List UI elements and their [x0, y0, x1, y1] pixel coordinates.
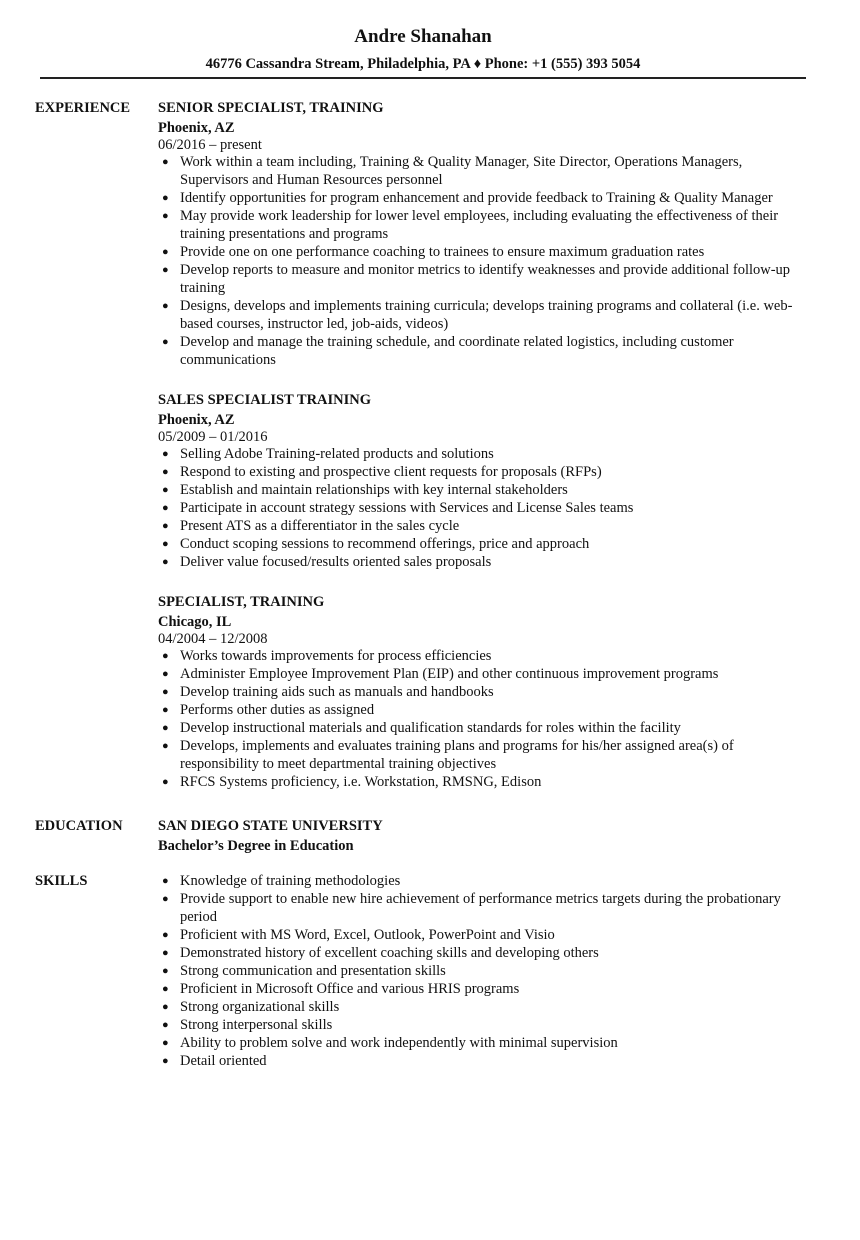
bullet-icon: ● [162, 484, 169, 496]
bullet-icon: ● [162, 983, 169, 995]
skill-text: Knowledge of training methodologies [180, 873, 401, 889]
skill-item [158, 962, 808, 980]
job-bullet-item [158, 153, 808, 189]
section-title-education: EDUCATION [35, 818, 123, 834]
bullet-icon: ● [162, 1019, 169, 1031]
skill-item [158, 1034, 808, 1052]
job-bullet-text: Conduct scoping sessions to recommend offerings, price and approach [180, 536, 590, 552]
job-bullet-text: Provide one on one performance coaching to trainees to ensure maximum graduation rates [180, 244, 705, 260]
bullet-icon: ● [162, 740, 169, 752]
job-bullet-item [158, 189, 808, 207]
job-bullets [158, 445, 808, 571]
bullet-icon: ● [162, 965, 169, 977]
skill-item [158, 872, 808, 890]
job-bullet-item [158, 647, 808, 665]
job-bullet-item [158, 333, 808, 369]
job-bullet-text: RFCS Systems proficiency, i.e. Workstation, RMSNG, Edison [180, 774, 542, 790]
job-bullet-item [158, 683, 808, 701]
job-bullet-text: Deliver value focused/results oriented sales proposals [180, 554, 492, 570]
skill-item [158, 890, 808, 926]
skill-text: Proficient in Microsoft Office and various HRIS programs [180, 981, 520, 997]
candidate-name: Andre Shanahan [354, 26, 492, 47]
bullet-icon: ● [162, 650, 169, 662]
job-dates: 05/2009 – 01/2016 [158, 429, 268, 445]
job-bullet-text: Develops, implements and evaluates training plans and programs for his/her assigned area(s) of responsibility to meet departmental training objectives [180, 738, 734, 772]
bullet-icon: ● [162, 210, 169, 222]
job-bullet-item [158, 665, 808, 683]
education-entry [158, 817, 808, 855]
bullet-icon: ● [162, 192, 169, 204]
job-title: SENIOR SPECIALIST, TRAINING [158, 100, 384, 116]
job-bullet-text: Establish and maintain relationships with key internal stakeholders [180, 482, 568, 498]
job-bullet-text: Designs, develops and implements training curricula; develops training programs and collateral (i.e. web-based courses, instructor led, job-aids, videos) [180, 298, 793, 332]
job-bullet-text: Present ATS as a differentiator in the sales cycle [180, 518, 460, 534]
job-bullet-item [158, 445, 808, 463]
bullet-icon: ● [162, 1037, 169, 1049]
bullet-icon: ● [162, 448, 169, 460]
bullet-icon: ● [162, 556, 169, 568]
skill-item [158, 998, 808, 1016]
job-bullet-item [158, 719, 808, 737]
job-bullet-text: Selling Adobe Training-related products and solutions [180, 446, 494, 462]
job-bullet-item [158, 701, 808, 719]
skill-item [158, 1016, 808, 1034]
job-bullet-item [158, 481, 808, 499]
bullet-icon: ● [162, 776, 169, 788]
skills-body [158, 872, 808, 1070]
job-bullet-text: Administer Employee Improvement Plan (EIP) and other continuous improvement programs [180, 666, 719, 682]
bullet-icon: ● [162, 686, 169, 698]
skill-text: Detail oriented [180, 1053, 267, 1069]
skill-text: Ability to problem solve and work independently with minimal supervision [180, 1035, 618, 1051]
section-title-skills: SKILLS [35, 873, 88, 889]
skill-item [158, 980, 808, 998]
bullet-icon: ● [162, 929, 169, 941]
job-bullet-item [158, 517, 808, 535]
skill-item [158, 926, 808, 944]
job-location: Phoenix, AZ [158, 120, 235, 136]
job-location: Phoenix, AZ [158, 412, 235, 428]
bullet-icon: ● [162, 466, 169, 478]
skill-text: Strong communication and presentation skills [180, 963, 446, 979]
bullet-icon: ● [162, 668, 169, 680]
bullet-icon: ● [162, 893, 169, 905]
header-divider [40, 77, 806, 79]
job-title: SPECIALIST, TRAINING [158, 594, 325, 610]
bullet-icon: ● [162, 1001, 169, 1013]
job-entry [158, 391, 808, 571]
bullet-icon: ● [162, 156, 169, 168]
job-bullet-item [158, 499, 808, 517]
bullet-icon: ● [162, 300, 169, 312]
bullet-icon: ● [162, 704, 169, 716]
bullet-icon: ● [162, 1055, 169, 1067]
job-bullet-item [158, 261, 808, 297]
job-bullet-text: Respond to existing and prospective client requests for proposals (RFPs) [180, 464, 602, 480]
job-bullet-item [158, 737, 808, 773]
bullet-icon: ● [162, 336, 169, 348]
job-dates: 06/2016 – present [158, 137, 262, 153]
skill-text: Provide support to enable new hire achievement of performance metrics targets during the probationary period [180, 891, 781, 925]
bullet-icon: ● [162, 538, 169, 550]
skills-list [158, 872, 808, 1070]
job-bullet-item [158, 243, 808, 261]
job-bullet-text: Work within a team including, Training & Quality Manager, Site Director, Operations Managers, Supervisors and Human Resources personnel [180, 154, 743, 188]
degree-name: Bachelor’s Degree in Education [158, 838, 354, 854]
skill-text: Demonstrated history of excellent coaching skills and developing others [180, 945, 599, 961]
job-bullet-text: May provide work leadership for lower level employees, including evaluating the effectiveness of their training presentations and programs [180, 208, 779, 242]
job-bullet-text: Participate in account strategy sessions with Services and License Sales teams [180, 500, 634, 516]
job-entry [158, 593, 808, 791]
skill-text: Strong organizational skills [180, 999, 340, 1015]
bullet-icon: ● [162, 264, 169, 276]
job-bullets [158, 153, 808, 369]
job-dates: 04/2004 – 12/2008 [158, 631, 268, 647]
job-bullet-text: Performs other duties as assigned [180, 702, 375, 718]
bullet-icon: ● [162, 246, 169, 258]
bullet-icon: ● [162, 722, 169, 734]
resume-header [40, 24, 806, 74]
job-bullet-item [158, 207, 808, 243]
job-title: SALES SPECIALIST TRAINING [158, 392, 372, 408]
bullet-icon: ● [162, 502, 169, 514]
job-bullet-item [158, 297, 808, 333]
job-bullet-text: Develop and manage the training schedule, and coordinate related logistics, including customer communications [180, 334, 734, 368]
bullet-icon: ● [162, 947, 169, 959]
job-bullet-text: Develop instructional materials and qualification standards for roles within the facility [180, 720, 681, 736]
bullet-icon: ● [162, 875, 169, 887]
bullet-icon: ● [162, 520, 169, 532]
job-location: Chicago, IL [158, 614, 232, 630]
section-title-experience: EXPERIENCE [35, 100, 131, 116]
job-bullet-item [158, 463, 808, 481]
job-bullet-item [158, 553, 808, 571]
job-entry [158, 99, 808, 369]
job-bullet-text: Identify opportunities for program enhancement and provide feedback to Training & Quality Manager [180, 190, 773, 206]
skill-text: Proficient with MS Word, Excel, Outlook, PowerPoint and Visio [180, 927, 555, 943]
contact-line: 46776 Cassandra Stream, Philadelphia, PA ♦ Phone: +1 (555) 393 5054 [205, 56, 641, 72]
experience-list [158, 99, 808, 813]
school-name: SAN DIEGO STATE UNIVERSITY [158, 818, 383, 834]
skill-item [158, 1052, 808, 1070]
job-bullet-text: Develop reports to measure and monitor metrics to identify weaknesses and provide additional follow-up training [180, 262, 791, 296]
job-bullet-text: Develop training aids such as manuals and handbooks [180, 684, 494, 700]
skill-text: Strong interpersonal skills [180, 1017, 333, 1033]
job-bullet-text: Works towards improvements for process efficiencies [180, 648, 492, 664]
job-bullets [158, 647, 808, 791]
skill-item [158, 944, 808, 962]
job-bullet-item [158, 773, 808, 791]
job-bullet-item [158, 535, 808, 553]
